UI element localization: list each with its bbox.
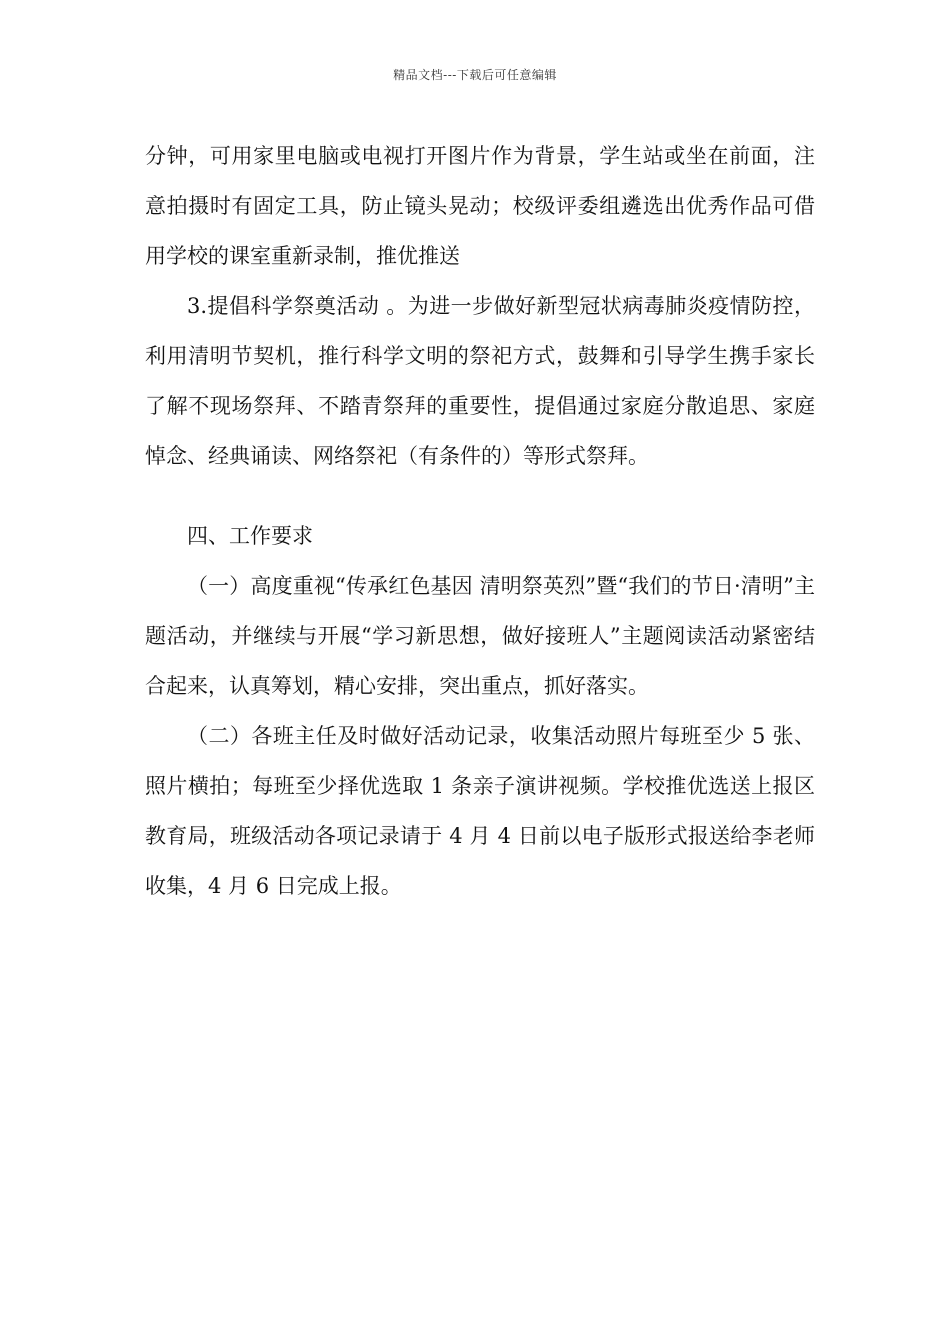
paragraph-requirement-2: （二）各班主任及时做好活动记录，收集活动照片每班至少 5 张、照片横拍；每班至少择优选取 1 条亲子演讲视频。学校推优选送上报区教育局，班级活动各项记录请于 4 月 4 日前以电子版形式报送给李老师收集，4 月 6 日完成上报。 xyxy=(145,724,815,898)
paragraph-continuation: 分钟，可用家里电脑或电视打开图片作为背景，学生站或坐在前面，注意拍摄时有固定工具，防止镜头晃动；校级评委组遴选出优秀作品可借用学校的课室重新录制，推优推送 xyxy=(145,144,815,268)
document-body xyxy=(145,131,815,911)
section-heading: 四、工作要求 xyxy=(187,524,313,548)
page-header: 精品文档---下载后可任意编辑 xyxy=(393,68,557,82)
paragraph-requirement-1: （一）高度重视“传承红色基因 清明祭英烈”暨“我们的节日·清明”主题活动，并继续与开展“学习新思想，做好接班人”主题阅读活动紧密结合起来，认真筹划，精心安排，突出重点，抓好落实。 xyxy=(145,574,815,698)
paragraph-item-3: 3.提倡科学祭奠活动 。为进一步做好新型冠状病毒肺炎疫情防控，利用清明节契机，推行科学文明的祭祀方式，鼓舞和引导学生携手家长了解不现场祭拜、不踏青祭拜的重要性，提倡通过家庭分散追思、家庭悼念、经典诵读、网络祭祀（有条件的）等形式祭拜。 xyxy=(145,294,815,468)
